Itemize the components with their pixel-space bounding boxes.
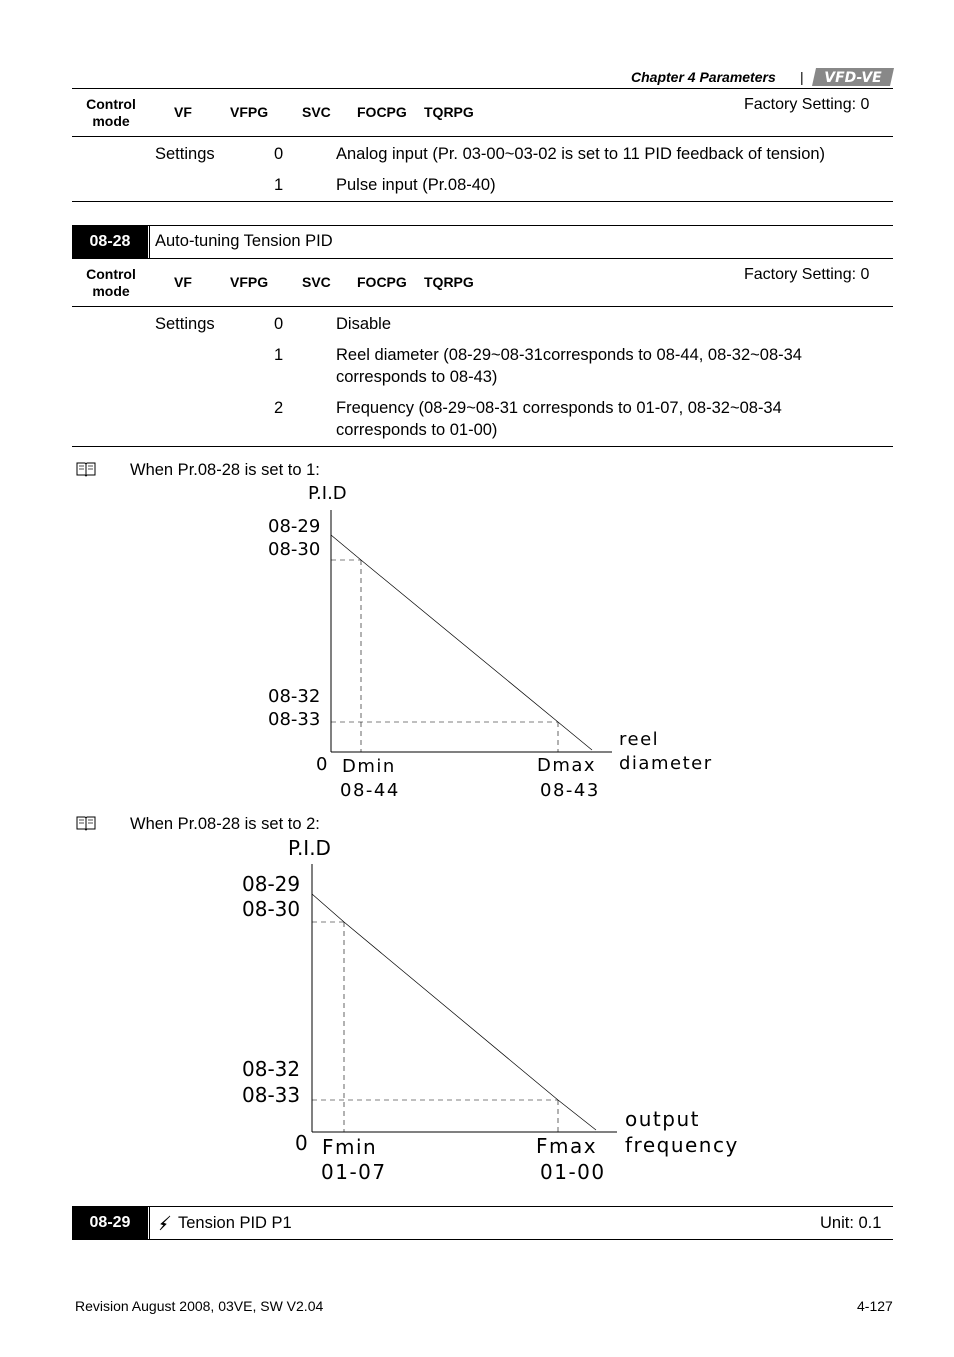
chapter-title: Chapter 4 Parameters: [631, 69, 776, 85]
y-bottom-label: 08-33: [242, 1083, 301, 1107]
vfd-ve-logo: [812, 68, 894, 86]
setting-value: 1: [274, 346, 284, 364]
y-axis-title: P.I.D: [308, 483, 347, 504]
setting-text: Frequency (08-29~08-31 corresponds to 01-07, 08-32~08-34: [336, 399, 782, 417]
setting-text: Pulse input (Pr.08-40): [336, 176, 496, 194]
mode-focpg: FOCPG: [357, 274, 407, 290]
mode-vfpg: VFPG: [230, 274, 269, 290]
x-axis-title: output: [625, 1107, 700, 1131]
header-separator: |: [800, 69, 804, 85]
table-divider: [72, 136, 893, 137]
pid-curve: [331, 535, 592, 750]
x-max-param: 01-00: [540, 1160, 606, 1184]
param-unit: Unit: 0.1: [820, 1214, 882, 1232]
y-top-label: 08-30: [268, 539, 321, 560]
mode-tqrpg: TQRPG: [424, 274, 474, 290]
x-min-label: Fmin: [322, 1135, 378, 1159]
x-min-param: 01-07: [321, 1160, 387, 1184]
x-min-label: Dmin: [342, 756, 396, 777]
x-min-param: 08-44: [340, 780, 400, 801]
setting-text: corresponds to 08-43): [336, 368, 498, 386]
setting-value: 0: [274, 315, 284, 333]
guide-lines: [312, 922, 558, 1132]
setting-value: 2: [274, 399, 284, 417]
mode-tqrpg: TQRPG: [424, 104, 474, 120]
param-title: Auto-tuning Tension PID: [155, 232, 333, 250]
book-icon: [76, 461, 96, 477]
book-icon: [76, 815, 96, 831]
y-bottom-label: 08-32: [242, 1057, 301, 1081]
x-max-label: Fmax: [536, 1134, 598, 1158]
x-max-label: Dmax: [537, 755, 597, 776]
y-top-label: 08-30: [242, 897, 301, 921]
x-axis-title: frequency: [625, 1133, 739, 1157]
setting-value: 0: [274, 145, 284, 163]
param-divider: [149, 1207, 150, 1239]
settings-label: Settings: [155, 315, 215, 333]
reel-diameter-pid-diagram: [0, 478, 954, 808]
x-axis-title: diameter: [619, 753, 713, 774]
note-text: When Pr.08-28 is set to 2:: [130, 815, 320, 833]
guide-lines: [331, 560, 558, 752]
mode-vf: VF: [174, 104, 192, 120]
setting-value: 1: [274, 176, 284, 194]
y-bottom-label: 08-32: [268, 686, 321, 707]
note-text: When Pr.08-28 is set to 1:: [130, 461, 320, 479]
control-mode-label: Control mode: [86, 266, 136, 299]
settings-label: Settings: [155, 145, 215, 163]
y-top-label: 08-29: [242, 872, 301, 896]
param-divider: [149, 226, 150, 258]
param-top-border: [72, 225, 893, 226]
factory-setting: Factory Setting: 0: [744, 266, 870, 283]
param-bottom-border: [72, 1239, 893, 1240]
svg-text:VFD-VE: VFD-VE: [824, 70, 882, 86]
control-mode-label: Control mode: [86, 96, 136, 129]
revision-text: Revision August 2008, 03VE, SW V2.04: [75, 1298, 324, 1314]
setting-text: corresponds to 01-00): [336, 421, 498, 439]
page-number: 4-127: [857, 1298, 893, 1314]
mode-vf: VF: [174, 274, 192, 290]
setting-text: Reel diameter (08-29~08-31corresponds to 08-44, 08-32~08-34: [336, 346, 802, 364]
mode-svc: SVC: [302, 104, 331, 120]
y-top-label: 08-29: [268, 516, 321, 537]
param-title-bottom-border: [72, 258, 893, 259]
param-number: 08-28: [72, 226, 148, 258]
pid-curve: [312, 894, 596, 1130]
y-bottom-label: 08-33: [268, 709, 321, 730]
x-axis-title: reel: [619, 729, 660, 750]
table-bottom-border: [72, 201, 893, 202]
param-top-border: [72, 1206, 893, 1207]
table-top-border: [72, 88, 893, 89]
lightning-icon: [157, 1215, 173, 1231]
factory-setting: Factory Setting: 0: [744, 96, 870, 113]
setting-text: Analog input (Pr. 03-00~03-02 is set to 11 PID feedback of tension): [336, 145, 826, 163]
origin-label: 0: [316, 754, 328, 775]
origin-label: 0: [295, 1131, 308, 1155]
mode-focpg: FOCPG: [357, 104, 407, 120]
param-number: 08-29: [72, 1207, 148, 1239]
table-divider: [72, 306, 893, 307]
y-axis-title: P.I.D: [288, 836, 331, 860]
mode-svc: SVC: [302, 274, 331, 290]
table-bottom-border: [72, 446, 893, 447]
x-max-param: 08-43: [540, 780, 600, 801]
param-title: Tension PID P1: [178, 1214, 292, 1232]
output-frequency-pid-diagram: [0, 832, 954, 1192]
mode-vfpg: VFPG: [230, 104, 269, 120]
setting-text: Disable: [336, 315, 392, 333]
